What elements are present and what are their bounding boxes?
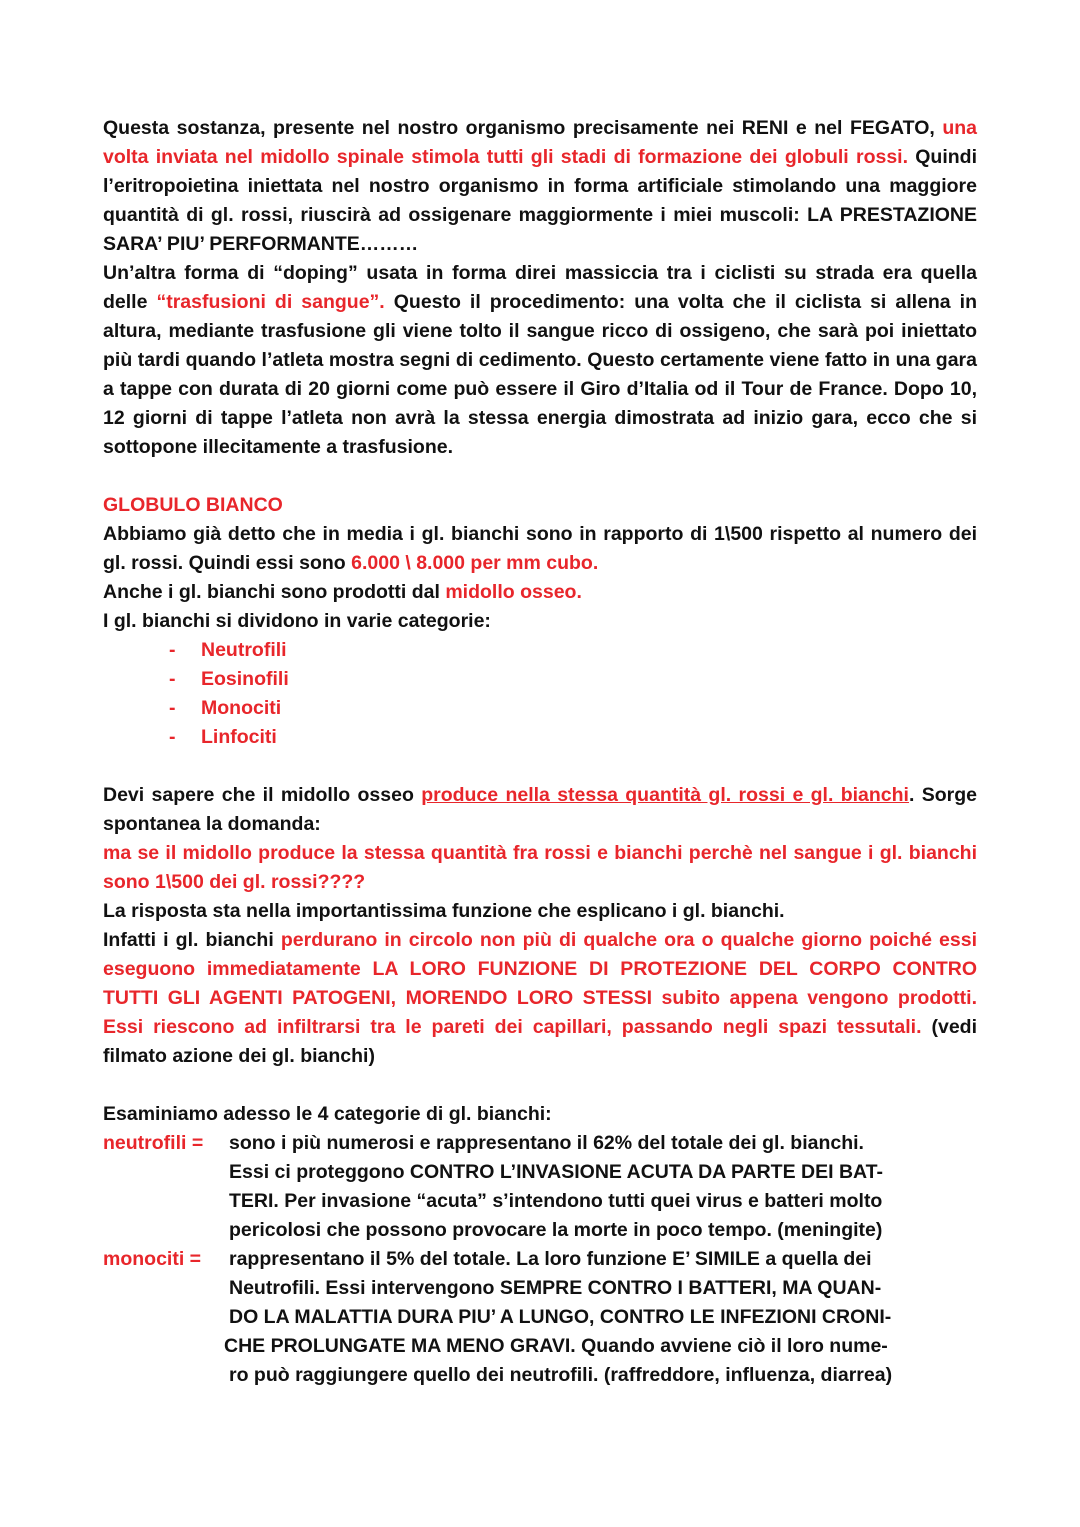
- paragraph-question: ma se il midollo produce la stessa quantità fra rossi e bianchi perchè nel sangue i gl. bianchi sono 1\500 dei gl. rossi????: [103, 842, 977, 893]
- section-heading: GLOBULO BIANCO: [103, 494, 283, 516]
- document-page: [103, 114, 977, 1390]
- list-item-label: Monociti: [201, 697, 282, 719]
- definition-line: ro può raggiungere quello dei neutrofili. (raffreddore, influenza, diarrea): [229, 1364, 893, 1386]
- definition-line: Essi ci proteggono CONTRO L’INVASIONE ACUTA DA PARTE DEI BAT-: [229, 1161, 883, 1183]
- list-item-label: Eosinofili: [201, 668, 289, 690]
- paragraph-examine: Esaminiamo adesso le 4 categorie di gl. bianchi:: [103, 1103, 552, 1125]
- definition-term: monociti =: [103, 1248, 202, 1270]
- text-run: . Sorge spontanea la domanda:: [103, 784, 977, 835]
- highlight-run: produce nella stessa quantità gl. rossi e gl. bianchi: [421, 784, 909, 806]
- text-run: Anche i gl. bianchi sono prodotti dal: [103, 581, 446, 603]
- text-run: Quindi l’eritropoietina iniettata nel nostro organismo in forma artificiale stimolando una maggiore quantità di gl. rossi, riuscirà ad ossigenare maggiormente i miei muscoli: LA PRESTAZIONE SARA’ PIU’ PERFORMANTE………: [103, 146, 977, 255]
- list-item: - Linfociti: [169, 726, 277, 748]
- highlight-run: 6.000 \ 8.000 per mm cubo.: [351, 552, 599, 574]
- text-run: Infatti i gl. bianchi: [103, 929, 281, 951]
- text-run: Devi sapere che il midollo osseo: [103, 784, 422, 806]
- definition-monociti: [103, 1245, 977, 1390]
- highlight-run: perdurano in circolo non più di qualche ora o qualche giorno poiché essi eseguono immediatamente LA LORO FUNZIONE DI PROTEZIONE DEL CORPO CONTRO TUTTI GLI AGENTI PATOGENI, MORENDO LORO STESSI subito appena vengono prodotti. Essi riescono ad infiltrarsi tra le pareti dei capillari, passando negli spazi tessutali.: [103, 929, 977, 1038]
- list-item: - Neutrofili: [169, 639, 287, 661]
- paragraph-marrow: [103, 578, 977, 607]
- paragraph-production: [103, 781, 977, 839]
- definition-line: pericolosi che possono provocare la morte in poco tempo. (meningite): [229, 1219, 883, 1241]
- categories-list: [103, 636, 977, 752]
- definition-line: TERI. Per invasione “acuta” s’intendono tutti quei virus e batteri molto: [229, 1190, 883, 1212]
- definition-line: Neutrofili. Essi intervengono SEMPRE CONTRO I BATTERI, MA QUAN-: [229, 1277, 882, 1299]
- text-run: Questa sostanza, presente nel nostro organismo precisamente nei RENI e nel FEGATO,: [103, 117, 943, 139]
- definition-line: sono i più numerosi e rappresentano il 62% del totale dei gl. bianchi.: [229, 1132, 864, 1154]
- list-item: - Eosinofili: [169, 668, 289, 690]
- highlight-run: una volta inviata nel midollo spinale stimola tutti gli stadi di formazione dei globuli rossi.: [103, 117, 977, 168]
- text-run: Abbiamo già detto che in media i gl. bianchi sono in rapporto di 1\500 rispetto al numero dei gl. rossi. Quindi essi sono: [103, 523, 977, 574]
- paragraph-transfusion: [103, 259, 977, 462]
- definition-body: [224, 1245, 977, 1390]
- highlight-run: “trasfusioni di sangue”.: [156, 291, 385, 313]
- text-run: Un’altra forma di “doping” usata in forma direi massiccia tra i ciclisti su strada era quella delle: [103, 262, 977, 313]
- definition-neutrofili: [103, 1129, 977, 1245]
- highlight-run: midollo osseo.: [445, 581, 582, 603]
- definition-body: [229, 1129, 977, 1245]
- text-run: (vedi filmato azione dei gl. bianchi): [103, 1016, 978, 1067]
- text-run: Questo il procedimento: una volta che il ciclista si allena in altura, mediante trasfusione gli viene tolto il sangue ricco di ossigeno, che sarà poi iniettato più tardi quando l’atleta mostra segni di cedimento. Questo certamente viene fatto in una gara a tappe con durata di 20 giorni come può essere il Giro d’Italia od il Tour de France. Dopo 10, 12 giorni di tappe l’atleta non avrà la stessa energia dimostrata ad inizio gara, ecco che si sottopone illecitamente a trasfusione.: [103, 291, 977, 458]
- definition-term: neutrofili =: [103, 1132, 204, 1154]
- list-item-label: Neutrofili: [201, 639, 287, 661]
- list-item-label: Linfociti: [201, 726, 277, 748]
- paragraph-ratio: [103, 520, 977, 578]
- definition-line: CHE PROLUNGATE MA MENO GRAVI. Quando avviene ciò il loro nume-: [224, 1335, 888, 1357]
- list-item: - Monociti: [169, 697, 282, 719]
- paragraph-categories-intro: I gl. bianchi si dividono in varie categorie:: [103, 610, 491, 632]
- definition-line: rappresentano il 5% del totale. La loro funzione E’ SIMILE a quella dei: [229, 1248, 872, 1270]
- definition-line: DO LA MALATTIA DURA PIU’ A LUNGO, CONTRO LE INFEZIONI CRONI-: [229, 1306, 892, 1328]
- paragraph-epo: [103, 114, 977, 259]
- paragraph-answer: La risposta sta nella importantissima funzione che esplicano i gl. bianchi.: [103, 900, 785, 922]
- paragraph-function: [103, 926, 977, 1071]
